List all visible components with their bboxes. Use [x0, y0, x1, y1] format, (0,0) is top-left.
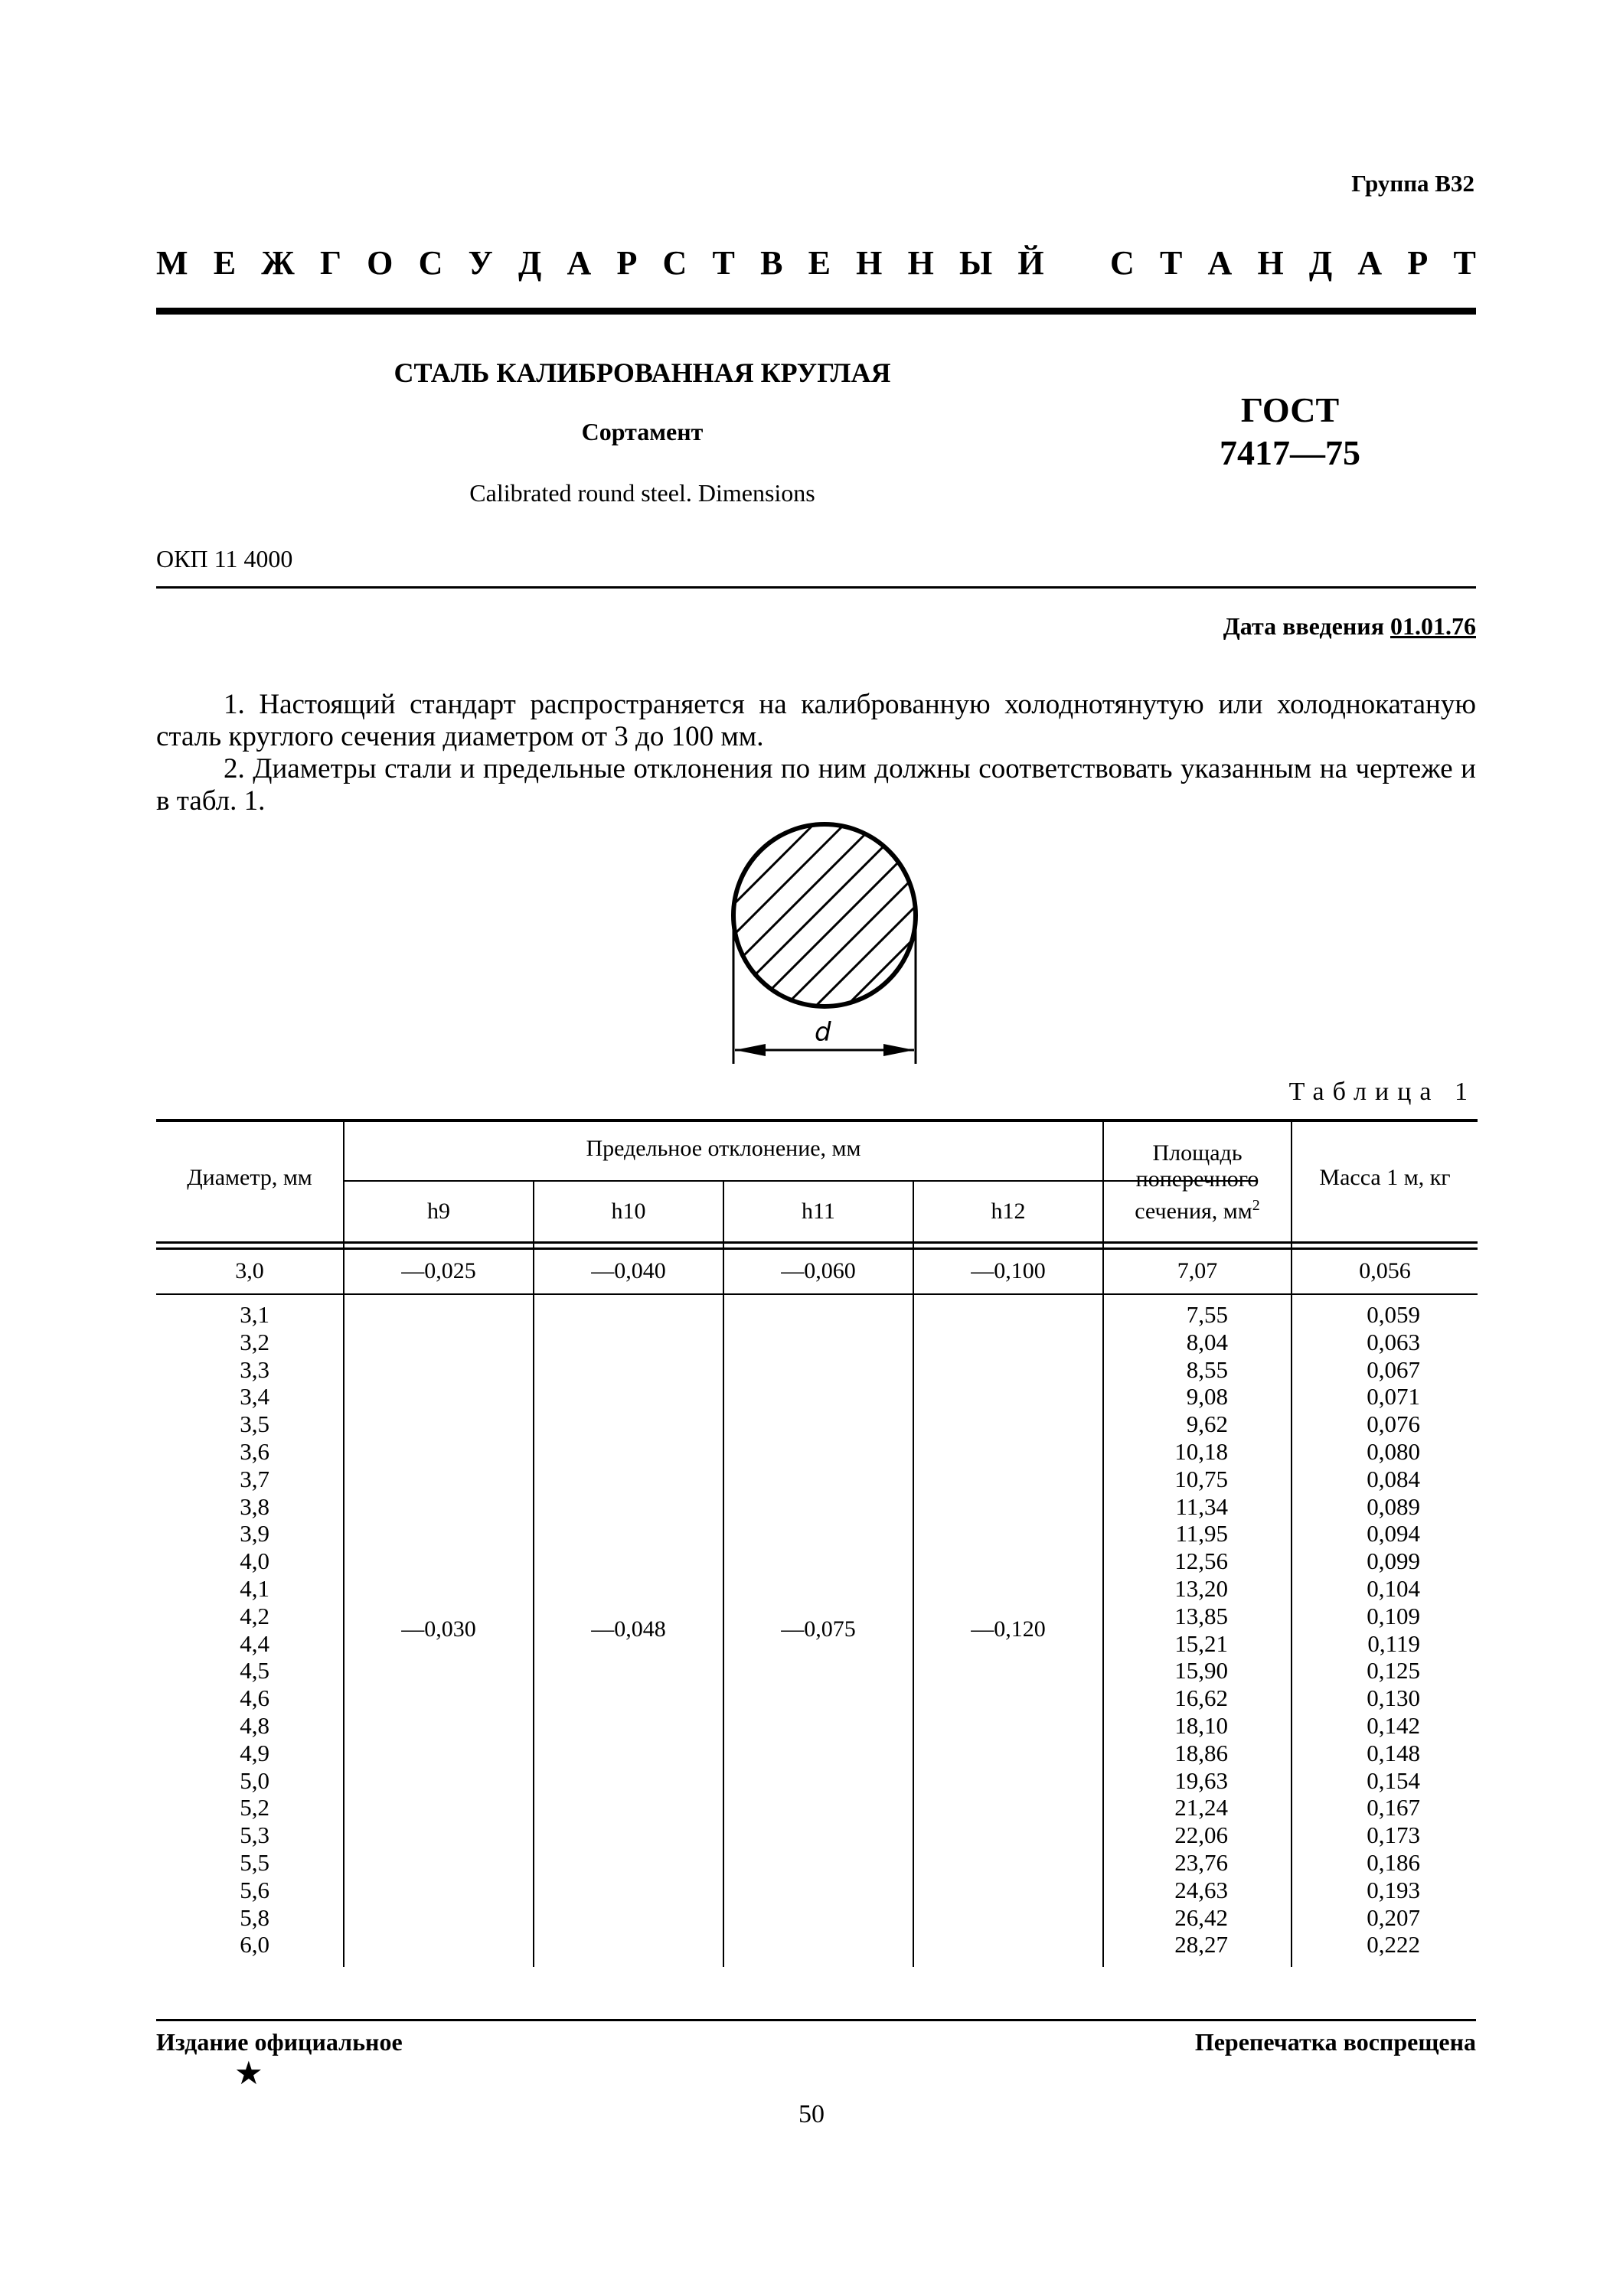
table-cell-mass: 0,130: [1367, 1684, 1420, 1712]
footer-official-edition: Издание официальное: [156, 2028, 403, 2056]
header-h12: h12: [991, 1199, 1026, 1224]
first-row-diameter: 3,0: [235, 1258, 264, 1283]
banner-letter: Н: [907, 244, 934, 282]
header-mass: Масса 1 м, кг: [1319, 1165, 1451, 1190]
table-cell-area: 28,27: [1174, 1931, 1228, 1958]
col-line-4: [913, 1182, 914, 1967]
banner-letter: О: [367, 244, 394, 282]
intro-date-label: Дата введения: [1223, 612, 1384, 640]
gost-number: [1179, 389, 1401, 475]
col-line-3: [723, 1182, 724, 1967]
table-cell-diameter: 4,5: [240, 1657, 269, 1684]
diameter-column: [156, 1301, 269, 1958]
table-cell-diameter: 4,0: [240, 1548, 269, 1575]
table-cell-mass: 0,109: [1367, 1602, 1420, 1629]
table-cell-area: 21,24: [1174, 1794, 1228, 1821]
paragraph-1: 1. Настоящий стандарт распространяется на калиброванную холоднотянутую или холоднокатаную сталь круглого сечения диаметром от 3 до 100 мм.: [156, 689, 1476, 752]
banner-letter: М: [156, 244, 188, 282]
table-cell-mass: 0,119: [1367, 1629, 1420, 1657]
table-cell-diameter: 5,0: [240, 1766, 269, 1794]
first-row-h9: —0,025: [401, 1258, 476, 1283]
table-cell-area: 10,75: [1174, 1465, 1228, 1492]
table-cell-diameter: 4,2: [240, 1602, 269, 1629]
banner-letter: С: [1110, 244, 1135, 282]
table-cell-area: 19,63: [1174, 1766, 1228, 1794]
table-cell-mass: 0,142: [1367, 1711, 1420, 1739]
banner-letter: Ж: [261, 244, 295, 282]
table-cell-mass: 0,148: [1367, 1739, 1420, 1766]
table-cell-mass: 0,076: [1367, 1411, 1420, 1438]
header-area-line-2: поперечного: [1135, 1166, 1259, 1192]
table-cell-area: 9,08: [1186, 1383, 1228, 1411]
intro-date-value: 01.01.76: [1390, 612, 1476, 640]
table-cell-mass: 0,193: [1367, 1876, 1420, 1903]
group-h12: —0,120: [971, 1616, 1046, 1642]
banner-letter: Т: [1159, 244, 1183, 282]
table-cell-diameter: 4,9: [240, 1739, 269, 1766]
table-cell-mass: 0,207: [1367, 1903, 1420, 1931]
table-cell-mass: 0,173: [1367, 1821, 1420, 1849]
area-column: [1104, 1301, 1228, 1958]
header-deviation: Предельное отклонение, мм: [586, 1136, 861, 1161]
table-cell-mass: 0,222: [1367, 1931, 1420, 1958]
first-row-mass: 0,056: [1359, 1258, 1411, 1283]
table-cell-area: 11,34: [1175, 1492, 1228, 1520]
banner-letter: Н: [856, 244, 883, 282]
group-h11: —0,075: [781, 1616, 856, 1642]
banner-letter: Е: [808, 244, 831, 282]
header-area: [1104, 1140, 1291, 1225]
banner-letter: Т: [712, 244, 735, 282]
table-cell-mass: 0,067: [1367, 1355, 1420, 1383]
star-icon: ★: [234, 2056, 263, 2092]
header-rule-1: [156, 1241, 1478, 1244]
table-cell-mass: 0,099: [1367, 1548, 1420, 1575]
table-cell-mass: 0,154: [1367, 1766, 1420, 1794]
banner-letter: Ы: [959, 244, 993, 282]
table-cell-diameter: 3,8: [240, 1492, 269, 1520]
top-rule: [156, 308, 1476, 315]
banner-letter: А: [1357, 244, 1383, 282]
group-h10: —0,048: [591, 1616, 666, 1642]
gost-line-1: ГОСТ: [1240, 390, 1340, 429]
table-cell-diameter: 3,2: [240, 1328, 269, 1355]
dimension-label: d: [815, 1017, 831, 1048]
group-label: Группа В32: [1351, 170, 1474, 197]
section-circle: [733, 824, 916, 1006]
table-cell-diameter: 4,8: [240, 1711, 269, 1739]
english-title: Calibrated round steel. Dimensions: [469, 479, 815, 507]
table-cell-diameter: 4,6: [240, 1684, 269, 1712]
banner-letter: В: [760, 244, 783, 282]
table-cell-mass: 0,104: [1367, 1574, 1420, 1602]
table-1: [156, 1119, 1478, 1972]
first-row-area: 7,07: [1177, 1258, 1218, 1283]
table-cell-mass: 0,186: [1367, 1848, 1420, 1876]
table-cell-diameter: 5,2: [240, 1794, 269, 1821]
table-cell-diameter: 3,9: [240, 1520, 269, 1548]
middle-rule: [156, 586, 1476, 589]
header-area-line-3: [1104, 1192, 1291, 1225]
okp-code: ОКП 11 4000: [156, 545, 293, 572]
mass-column: [1292, 1301, 1420, 1958]
col-line-1: [343, 1119, 345, 1967]
footer-reprint-prohibited: Перепечатка воспрещена: [1194, 2028, 1476, 2056]
table-cell-diameter: 5,3: [240, 1821, 269, 1849]
banner-letter: А: [567, 244, 592, 282]
banner-letter: С: [418, 244, 443, 282]
table-cell-area: 13,85: [1174, 1602, 1228, 1629]
table-cell-area: 16,62: [1174, 1684, 1228, 1712]
header-area-sup: 2: [1252, 1197, 1260, 1214]
first-row-h12: —0,100: [971, 1258, 1046, 1283]
round-section-drawing: [689, 811, 949, 1064]
header-area-line-1: Площадь: [1152, 1140, 1243, 1166]
table-cell-mass: 0,071: [1367, 1383, 1420, 1411]
arrow-right-icon: [883, 1044, 914, 1056]
banner-letter: Г: [319, 244, 341, 282]
first-row-h11: —0,060: [781, 1258, 856, 1283]
introduction-date: [1223, 612, 1476, 641]
table-cell-mass: 0,125: [1367, 1657, 1420, 1684]
header-diameter: Диаметр, мм: [187, 1165, 312, 1190]
col-line-2: [533, 1182, 534, 1967]
banner-letter: Н: [1257, 244, 1284, 282]
header-h11: h11: [802, 1199, 835, 1224]
table-cell-diameter: 5,5: [240, 1848, 269, 1876]
table-cell-mass: 0,094: [1367, 1520, 1420, 1548]
table-cell-diameter: 3,3: [240, 1355, 269, 1383]
header-area-unit: сечения, мм: [1135, 1199, 1252, 1224]
table-cell-diameter: 3,6: [240, 1437, 269, 1465]
banner-letter: Р: [616, 244, 638, 282]
table-cell-area: 13,20: [1174, 1574, 1228, 1602]
first-row-h10: —0,040: [591, 1258, 666, 1283]
document-subtitle: Сортамент: [581, 418, 704, 445]
banner-letter: Д: [1308, 244, 1333, 282]
group-h9: —0,030: [401, 1616, 476, 1642]
banner-letter: А: [1207, 244, 1233, 282]
banner-letter: Р: [1407, 244, 1429, 282]
standard-banner: [156, 243, 1476, 282]
table-cell-area: 8,04: [1186, 1328, 1228, 1355]
hatching: [689, 827, 949, 1041]
table-cell-area: 12,56: [1174, 1548, 1228, 1575]
arrow-left-icon: [735, 1044, 766, 1056]
table-cell-area: 11,95: [1175, 1520, 1228, 1548]
table-cell-diameter: 3,7: [240, 1465, 269, 1492]
table-cell-area: 8,55: [1186, 1355, 1228, 1383]
table-cell-area: 15,90: [1174, 1657, 1228, 1684]
table-cell-area: 7,55: [1186, 1301, 1228, 1328]
table-cell-mass: 0,080: [1367, 1437, 1420, 1465]
banner-letter: Д: [518, 244, 542, 282]
banner-letter: Й: [1017, 244, 1044, 282]
table-cell-diameter: 3,5: [240, 1411, 269, 1438]
header-h10: h10: [611, 1199, 646, 1224]
table-cell-diameter: 4,4: [240, 1629, 269, 1657]
banner-letter: [1069, 243, 1085, 282]
document-title: СТАЛЬ КАЛИБРОВАННАЯ КРУГЛАЯ: [394, 357, 891, 388]
table-cell-mass: 0,059: [1367, 1301, 1420, 1328]
table-cell-area: 23,76: [1174, 1848, 1228, 1876]
table-label: Таблица 1: [1288, 1078, 1476, 1106]
table-cell-mass: 0,089: [1367, 1492, 1420, 1520]
table-cell-diameter: 3,1: [240, 1301, 269, 1328]
row-rule: [156, 1293, 1478, 1295]
bottom-rule: [156, 2019, 1476, 2021]
gost-line-2: 7417—75: [1220, 433, 1360, 472]
banner-letter: Е: [213, 244, 237, 282]
table-cell-area: 26,42: [1174, 1903, 1228, 1931]
table-cell-diameter: 6,0: [240, 1931, 269, 1958]
table-cell-area: 22,06: [1174, 1821, 1228, 1849]
table-cell-area: 18,10: [1174, 1711, 1228, 1739]
header-rule-2: [156, 1247, 1478, 1250]
banner-letter: У: [468, 244, 493, 282]
header-h9: h9: [427, 1199, 450, 1224]
banner-letter: С: [662, 244, 687, 282]
table-cell-mass: 0,084: [1367, 1465, 1420, 1492]
page-number: 50: [798, 2100, 825, 2128]
table-cell-diameter: 3,4: [240, 1383, 269, 1411]
table-cell-area: 9,62: [1186, 1411, 1228, 1438]
table-cell-mass: 0,167: [1367, 1794, 1420, 1821]
table-cell-diameter: 5,6: [240, 1876, 269, 1903]
paragraph-2: 2. Диаметры стали и предельные отклонения по ним должны соответствовать указанным на чертеже и в табл. 1.: [156, 753, 1476, 817]
table-cell-area: 15,21: [1174, 1629, 1228, 1657]
table-cell-mass: 0,063: [1367, 1328, 1420, 1355]
table-cell-diameter: 5,8: [240, 1903, 269, 1931]
table-cell-diameter: 4,1: [240, 1574, 269, 1602]
table-cell-area: 24,63: [1174, 1876, 1228, 1903]
table-top-border: [156, 1119, 1478, 1122]
table-cell-area: 10,18: [1174, 1437, 1228, 1465]
banner-letter: Т: [1453, 244, 1476, 282]
table-cell-area: 18,86: [1174, 1739, 1228, 1766]
